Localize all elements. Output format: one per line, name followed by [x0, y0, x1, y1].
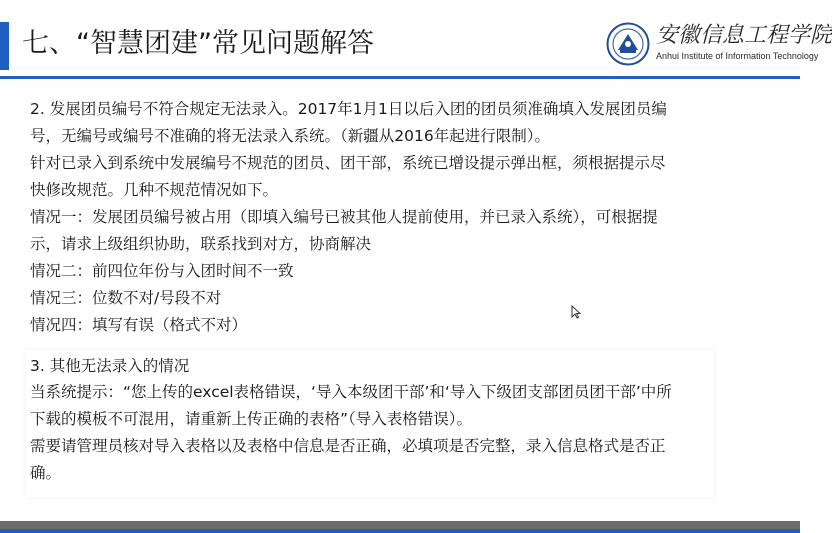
footer-accent-line: [0, 529, 800, 533]
header-accent-bar: [0, 22, 9, 70]
school-logo: [600, 20, 832, 72]
paragraph-line: 针对已录入到系统中发展编号不规范的团员、团干部，系统已增设提示弹出框，须根据提示尽: [30, 154, 666, 172]
paragraph-line: 情况三：位数不对/号段不对: [30, 289, 222, 307]
paragraph-line: 情况二：前四位年份与入团时间不一致: [30, 262, 294, 280]
footer-bar: [0, 521, 800, 529]
paragraph-line: 确。: [30, 464, 62, 482]
paragraph-line: 需要请管理员核对导入表格以及表格中信息是否正确，必填项是否完整，录入信息格式是否正: [30, 437, 666, 455]
slide-header: [0, 0, 832, 74]
paragraph-line: 示，请求上级组织协助，联系找到对方，协商解决: [30, 235, 372, 253]
school-name-cn: 安徽信息工程学院: [656, 23, 832, 48]
paragraph-line: 号，无编号或编号不准确的将无法录入系统。（新疆从2016年起进行限制）。: [30, 127, 550, 145]
section-numbering-issue: [26, 96, 766, 339]
slide-title: 七、“智慧团建”常见问题解答: [22, 28, 374, 59]
paragraph-line: 情况一：发展团员编号被占用（即填入编号已被其他人提前使用，并已录入系统），可根据提: [30, 208, 658, 226]
school-name-en: Anhui Institute of Information Technology: [656, 51, 819, 61]
section-other-issues: [26, 350, 714, 497]
mouse-pointer-icon: [571, 305, 581, 319]
paragraph-line: 情况四：填写有误（格式不对）: [30, 316, 248, 334]
paragraph-line: 快修改规范。几种不规范情况如下。: [30, 181, 279, 199]
paragraph-line: 2. 发展团员编号不符合规定无法录入。2017年1月1日以后入团的团员须准确填入发展团员编: [30, 100, 667, 118]
paragraph-line: 下载的模板不可混用，请重新上传正确的表格”（导入表格错误）。: [30, 410, 473, 428]
section-heading: 3. 其他无法录入的情况: [30, 357, 190, 375]
school-seal-icon: [606, 22, 650, 66]
paragraph-line: 当系统提示：“您上传的excel表格错误，‘导入本级团干部’和‘导入下级团支部团员团干部’中所: [30, 383, 672, 401]
slide-content: [26, 96, 766, 482]
header-divider: [0, 76, 800, 79]
